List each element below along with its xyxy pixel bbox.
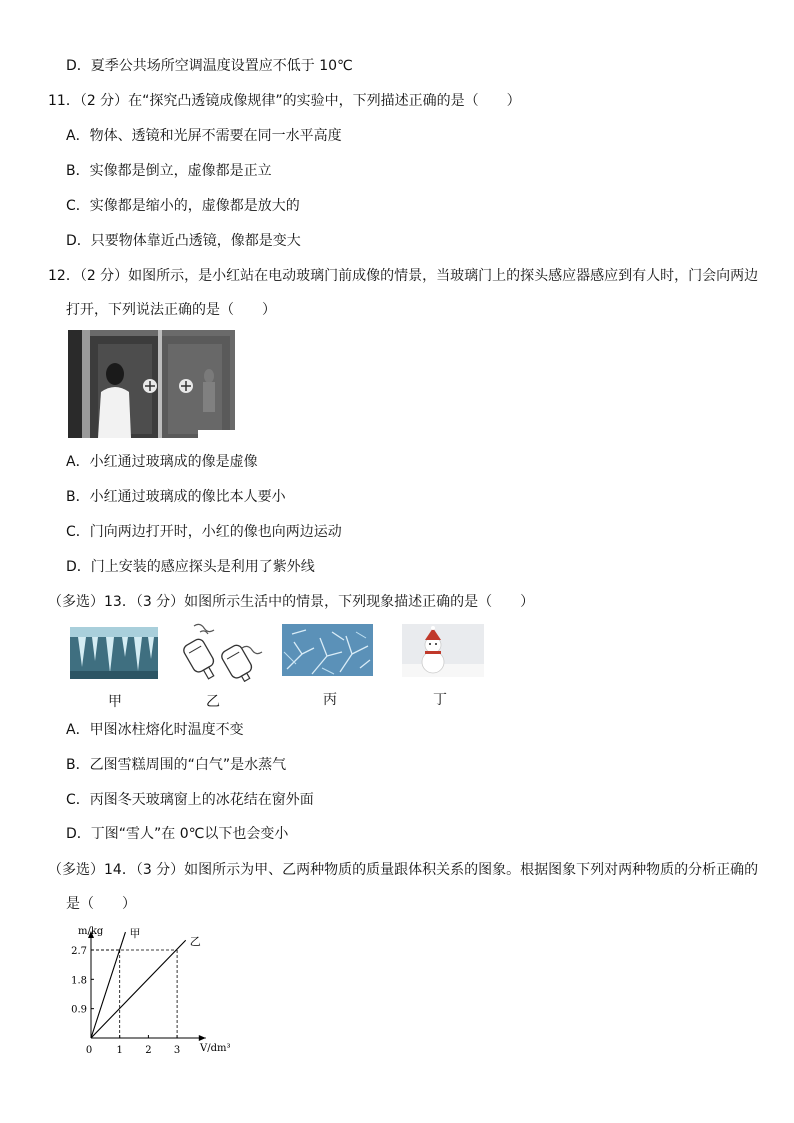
q14-stem-line2: 是（ ） — [66, 896, 136, 912]
q11-stem: 11．（2 分）在“探究凸透镜成像规律”的实验中，下列描述正确的是（ ） — [48, 93, 521, 109]
q13-caption-ding: 丁 — [433, 692, 447, 708]
q11-option-a: A．物体、透镜和光屏不需要在同一水平高度 — [66, 128, 342, 144]
snowman-photo — [402, 624, 484, 677]
frost-window-photo — [282, 624, 373, 676]
snowman-illustration — [402, 624, 484, 677]
y-axis-label: m/kg — [78, 926, 104, 937]
q12-stem-line1: 12．（2 分）如图所示，是小红站在电动玻璃门前成像的情景，当玻璃门上的探头感应器感应到有人时，门会向两边 — [48, 268, 759, 284]
q14-stem-line1: （多选）14．（3 分）如图所示为甲、乙两种物质的质量跟体积关系的图象。根据图象下列对两种物质的分析正确的 — [48, 862, 759, 878]
q12-stem-line2: 打开，下列说法正确的是（ ） — [66, 302, 276, 318]
q12-option-c: C．门向两边打开时，小红的像也向两边运动 — [66, 524, 342, 540]
q13-option-a: A．甲图冰柱熔化时温度不变 — [66, 722, 244, 738]
mass-volume-chart — [62, 922, 242, 1062]
q12-option-b: B．小红通过玻璃成的像比本人要小 — [66, 489, 286, 505]
y-tick-label: 1.8 — [71, 975, 87, 987]
x-tick-label: 1 — [116, 1045, 123, 1056]
series-label-yi: 乙 — [189, 935, 201, 949]
y-tick-label: 0.9 — [71, 1004, 87, 1016]
q13-option-c: C．丙图冬天玻璃窗上的冰花结在窗外面 — [66, 792, 314, 808]
frost-illustration — [282, 624, 373, 676]
x-tick-label: 2 — [145, 1045, 152, 1056]
y-tick-label: 2.7 — [71, 945, 87, 957]
series-label-jia: 甲 — [129, 927, 141, 941]
q13-caption-yi: 乙 — [206, 694, 220, 710]
q13-option-d: D．丁图“雪人”在 0℃以下也会变小 — [66, 826, 289, 842]
q12-option-a: A．小红通过玻璃成的像是虚像 — [66, 454, 258, 470]
q11-option-b: B．实像都是倒立，虚像都是正立 — [66, 163, 272, 179]
popsicle-illustration — [172, 622, 267, 682]
series-line-jia — [91, 932, 125, 1038]
q11-option-c: C．实像都是缩小的，虚像都是放大的 — [66, 198, 300, 214]
popsicle-drawing — [172, 622, 267, 682]
q11-option-d: D．只要物体靠近凸透镜，像都是变大 — [66, 233, 301, 249]
series-line-yi — [91, 940, 186, 1038]
x-axis-arrow — [199, 1035, 206, 1041]
q13-caption-bing: 丙 — [323, 692, 337, 708]
x-axis-label: V/dm³ — [200, 1043, 231, 1054]
q10-option-d: D．夏季公共场所空调温度设置应不低于 10℃ — [66, 58, 353, 74]
q13-stem: （多选）13．（3 分）如图所示生活中的情景，下列现象描述正确的是（ ） — [48, 594, 535, 610]
icicles-illustration — [70, 627, 158, 679]
q12-option-d: D．门上安装的感应探头是利用了紫外线 — [66, 559, 315, 575]
glass-door-photo — [68, 330, 235, 438]
glass-door-illustration — [68, 330, 235, 438]
q13-caption-jia: 甲 — [108, 694, 122, 710]
x-tick-label: 0 — [85, 1045, 93, 1056]
x-tick-label: 3 — [173, 1045, 181, 1056]
icicles-photo — [70, 627, 158, 679]
q13-option-b: B．乙图雪糕周围的“白气”是水蒸气 — [66, 757, 287, 773]
